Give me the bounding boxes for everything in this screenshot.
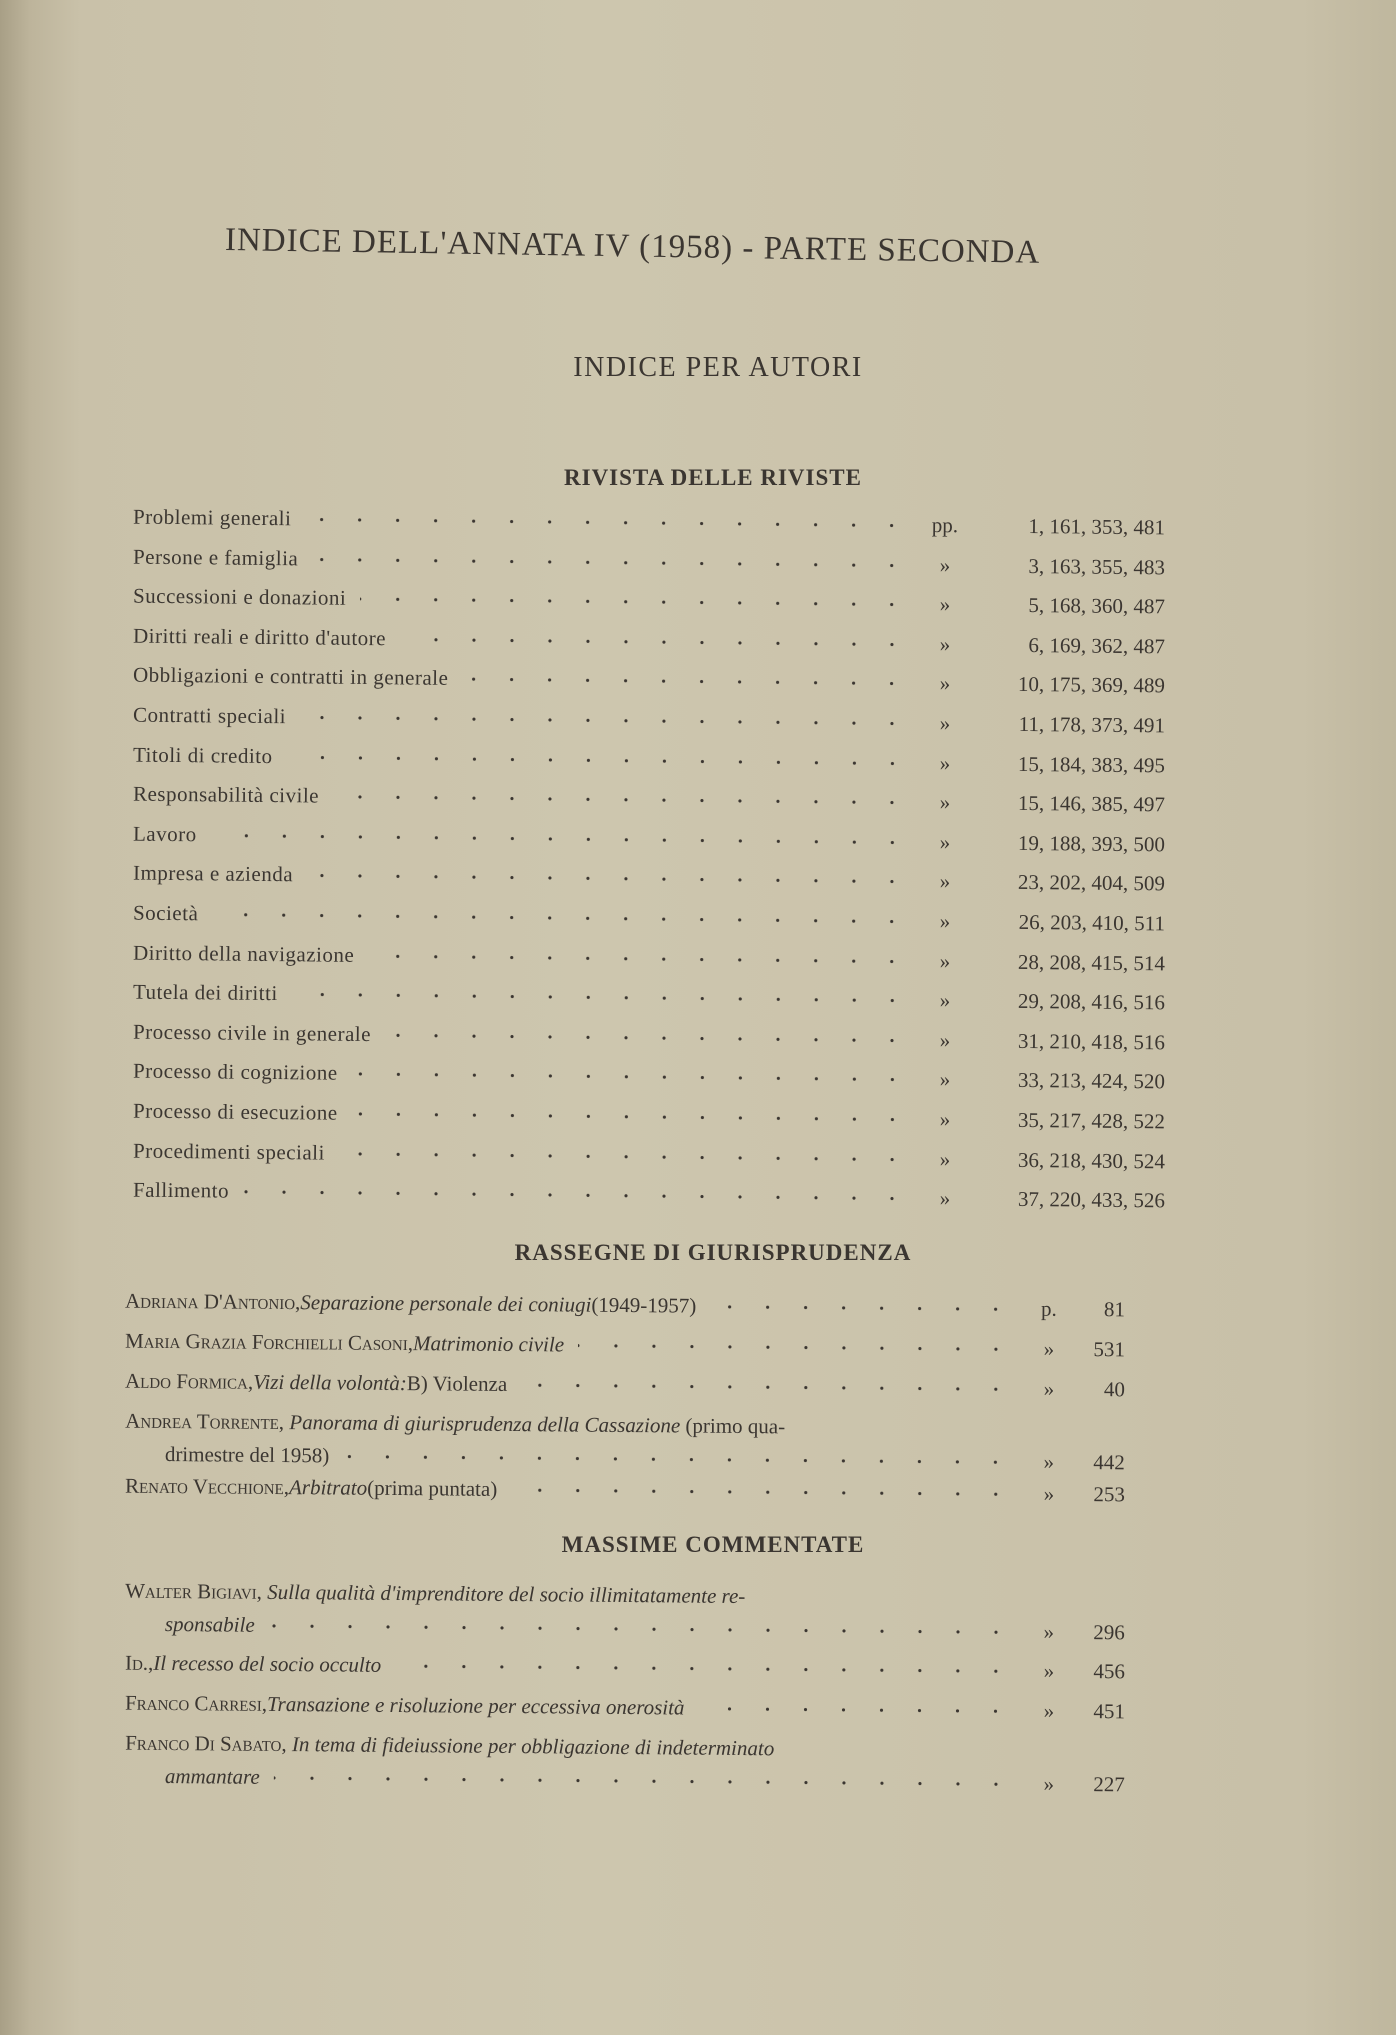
page-prefix: » <box>1043 1336 1055 1361</box>
dot-leader <box>578 1342 1015 1352</box>
entry-title: Transazione e risoluzione per eccessiva onerosità <box>266 1691 685 1720</box>
page-numbers: 10, 175, 369, 489 <box>1017 672 1166 698</box>
entry-title: In tema di fideiussione per obbligazione di indeterminato <box>291 1732 775 1761</box>
page-prefix: » <box>939 631 951 656</box>
entry <box>125 1579 1125 1646</box>
dot-leader <box>292 991 911 1003</box>
page-prefix: » <box>939 948 951 973</box>
row-label: Obbligazioni e contratti in generale <box>132 662 449 691</box>
entry <box>125 1329 1125 1363</box>
entry-title: Panorama di giurisprudenza della Cassazione <box>289 1410 681 1438</box>
page-prefix: » <box>1043 1658 1055 1683</box>
page-prefix: » <box>939 1146 951 1171</box>
row-label: Diritto della navigazione <box>132 940 355 967</box>
dot-leader <box>385 1032 911 1044</box>
page-prefix: » <box>939 750 951 775</box>
index-subtitle: INDICE PER AUTORI <box>573 352 863 383</box>
page-numbers: 33, 213, 424, 520 <box>1017 1068 1166 1094</box>
dot-leader <box>305 516 911 528</box>
entry-author: Id., <box>124 1650 154 1675</box>
entry <box>125 1369 1125 1403</box>
entry-first-line <box>125 1409 1125 1443</box>
dot-leader <box>307 872 911 884</box>
entry-continuation: sponsabile <box>164 1611 255 1637</box>
row-label: Processo di esecuzione <box>132 1098 338 1125</box>
page-numbers: 37, 220, 433, 526 <box>1017 1187 1166 1213</box>
entry-author: Andrea Torrente, <box>125 1408 285 1435</box>
entry-continuation: ammantare <box>164 1763 260 1789</box>
section-heading-massime: MASSIME COMMENTATE <box>561 1532 865 1557</box>
page-number: 81 <box>1103 1297 1126 1322</box>
page-numbers: 15, 184, 383, 495 <box>1017 751 1166 777</box>
page-prefix: » <box>1043 1619 1055 1644</box>
entry-continuation-line <box>125 1764 1125 1798</box>
row-label: Processo civile in generale <box>132 1019 372 1046</box>
page-prefix: » <box>1043 1771 1055 1796</box>
row-label: Responsabilità civile <box>132 781 320 808</box>
page-numbers: 15, 146, 385, 497 <box>1017 791 1166 817</box>
index-row <box>133 742 1165 778</box>
page-numbers: 26, 203, 410, 511 <box>1018 909 1166 936</box>
section-heading-rassegne: RASSEGNE DI GIURISPRUDENZA <box>514 1240 912 1265</box>
index-row <box>133 980 1165 1016</box>
entry-first-line <box>125 1579 1125 1613</box>
entry-first-line <box>125 1651 1125 1685</box>
row-label: Successioni e donazioni <box>132 583 347 611</box>
index-row <box>133 1099 1165 1135</box>
page-prefix: » <box>939 909 951 934</box>
page-prefix: » <box>939 790 951 815</box>
page-prefix: » <box>1043 1698 1055 1723</box>
index-row <box>133 1138 1165 1174</box>
page-number: 227 <box>1093 1772 1125 1797</box>
index-row <box>133 505 1165 541</box>
entry-author: Walter Bigiavi, <box>125 1578 263 1604</box>
entry-author: Franco Di Sabato, <box>125 1730 287 1757</box>
index-row <box>133 703 1165 739</box>
dot-leader <box>352 1110 911 1122</box>
page-prefix: » <box>1043 1449 1055 1474</box>
index-row <box>133 1178 1165 1214</box>
dot-leader <box>400 636 911 647</box>
dot-leader <box>274 1774 1015 1786</box>
row-label: Società <box>132 900 199 926</box>
index-row <box>133 940 1165 976</box>
dot-leader <box>243 1188 911 1201</box>
page-prefix: » <box>1043 1376 1055 1401</box>
dot-leader <box>300 714 911 726</box>
page-prefix: » <box>939 711 951 736</box>
entry <box>125 1651 1125 1685</box>
entry-extra: B) Violenza <box>406 1371 508 1396</box>
dot-leader <box>333 793 911 805</box>
index-row <box>133 782 1165 818</box>
index-row <box>133 623 1165 659</box>
page-number: 296 <box>1093 1620 1125 1645</box>
entry-author: Aldo Formica, <box>124 1368 254 1394</box>
row-label: Persone e famiglia <box>132 544 299 570</box>
page-numbers: 6, 169, 362, 487 <box>1028 632 1166 659</box>
page-numbers: 3, 163, 355, 483 <box>1028 553 1166 579</box>
page-number: 456 <box>1093 1659 1126 1684</box>
entry-title: Arbitrato <box>288 1475 368 1500</box>
entry <box>125 1289 1125 1323</box>
entry <box>125 1474 1125 1508</box>
entry-first-line <box>125 1731 1125 1765</box>
dot-leader <box>287 753 911 766</box>
page-prefix: » <box>939 1067 951 1092</box>
page-number: 40 <box>1103 1377 1126 1402</box>
page-prefix: p. <box>1041 1296 1057 1321</box>
page-numbers: 36, 218, 430, 524 <box>1017 1147 1166 1173</box>
entry <box>125 1691 1125 1725</box>
dot-leader <box>511 1487 1015 1497</box>
page-title: INDICE DELL'ANNATA IV (1958) - PARTE SECONDA <box>224 222 1041 271</box>
dot-leader <box>462 676 911 687</box>
page-prefix: » <box>939 1107 951 1132</box>
entry-first-line <box>125 1369 1125 1403</box>
page-prefix: » <box>939 1186 951 1211</box>
dot-leader <box>521 1382 1015 1392</box>
dot-leader <box>360 596 911 608</box>
page-number: 531 <box>1093 1337 1126 1362</box>
page-prefix: » <box>939 829 951 854</box>
entry-first-line <box>125 1474 1125 1508</box>
entry-continuation-line <box>125 1442 1125 1476</box>
page-numbers: 1, 161, 353, 481 <box>1028 513 1166 540</box>
page-numbers: 11, 178, 373, 491 <box>1018 711 1166 738</box>
entry-author: Renato Vecchione, <box>124 1473 290 1500</box>
page-prefix: pp. <box>931 512 959 538</box>
entry-title: Matrimonio civile <box>412 1331 565 1357</box>
index-row <box>133 584 1165 620</box>
page-prefix: » <box>939 592 951 617</box>
page-number: 442 <box>1093 1450 1125 1475</box>
dot-leader <box>212 911 911 924</box>
page-number: 253 <box>1093 1482 1126 1507</box>
entry-author: Adriana D'Antonio, <box>124 1288 301 1315</box>
dot-leader <box>368 952 911 964</box>
index-row <box>133 544 1165 580</box>
dot-leader <box>339 1150 911 1162</box>
row-label: Lavoro <box>132 821 197 847</box>
page-prefix: » <box>1043 1481 1055 1506</box>
row-label: Titoli di credito <box>132 742 273 768</box>
page-number: 451 <box>1093 1699 1126 1724</box>
index-row <box>133 663 1165 699</box>
dot-leader <box>211 832 911 845</box>
index-row <box>133 821 1165 857</box>
row-label: Fallimento <box>132 1177 230 1203</box>
dot-leader <box>343 1453 1015 1465</box>
index-row <box>133 861 1165 897</box>
row-label: Tutela dei diritti <box>132 979 278 1006</box>
dot-leader <box>352 1071 911 1083</box>
entry-first-line <box>125 1691 1125 1725</box>
entry-title: Vizi della volontà: <box>253 1369 407 1396</box>
entry <box>125 1731 1125 1798</box>
page-prefix: » <box>939 552 951 577</box>
entry-title: Il recesso del socio occulto <box>153 1650 382 1677</box>
entry-first-line <box>125 1329 1125 1363</box>
entry-extra: (primo qua- <box>685 1413 786 1439</box>
page-numbers: 19, 188, 393, 500 <box>1017 830 1166 857</box>
row-label: Problemi generali <box>132 504 292 531</box>
dot-leader <box>269 1622 1015 1635</box>
page-numbers: 29, 208, 416, 516 <box>1017 989 1166 1015</box>
entry-extra: (1949-1957) <box>591 1292 697 1318</box>
page-prefix: » <box>939 869 951 894</box>
entry-author: Maria Grazia Forchielli Casoni, <box>124 1328 414 1356</box>
page-prefix: » <box>939 671 951 696</box>
entry-first-line <box>125 1289 1125 1323</box>
page-numbers: 5, 168, 360, 487 <box>1028 593 1166 619</box>
index-row <box>133 1059 1165 1095</box>
section-heading-rivista: RIVISTA DELLE RIVISTE <box>564 465 862 490</box>
entry-continuation-line <box>125 1612 1125 1646</box>
entry-title: Separazione personale dei coniugi <box>300 1290 592 1317</box>
dot-leader <box>395 1662 1015 1673</box>
dot-leader <box>698 1705 1015 1714</box>
entry-author: Franco Carresi, <box>124 1690 268 1716</box>
row-label: Contratti speciali <box>132 702 287 729</box>
entry <box>125 1409 1125 1476</box>
row-label: Diritti reali e diritto d'autore <box>132 623 387 651</box>
dot-leader <box>312 556 911 568</box>
entry-extra: (prima puntata) <box>367 1475 498 1501</box>
row-label: Processo di cognizione <box>132 1058 338 1086</box>
index-row <box>133 1019 1165 1055</box>
page-numbers: 31, 210, 418, 516 <box>1017 1028 1166 1055</box>
page-numbers: 35, 217, 428, 522 <box>1017 1107 1166 1134</box>
dot-leader <box>710 1303 1015 1312</box>
row-label: Impresa e azienda <box>132 860 294 887</box>
page-prefix: » <box>939 988 951 1013</box>
index-row <box>133 901 1165 937</box>
entry-title: Sulla qualità d'imprenditore del socio illimitatamente re- <box>267 1579 746 1609</box>
page-numbers: 28, 208, 415, 514 <box>1017 949 1166 975</box>
page-numbers: 23, 202, 404, 509 <box>1017 870 1166 896</box>
page-prefix: » <box>939 1027 951 1052</box>
entry-continuation: drimestre del 1958) <box>164 1441 330 1468</box>
row-label: Procedimenti speciali <box>132 1138 326 1165</box>
